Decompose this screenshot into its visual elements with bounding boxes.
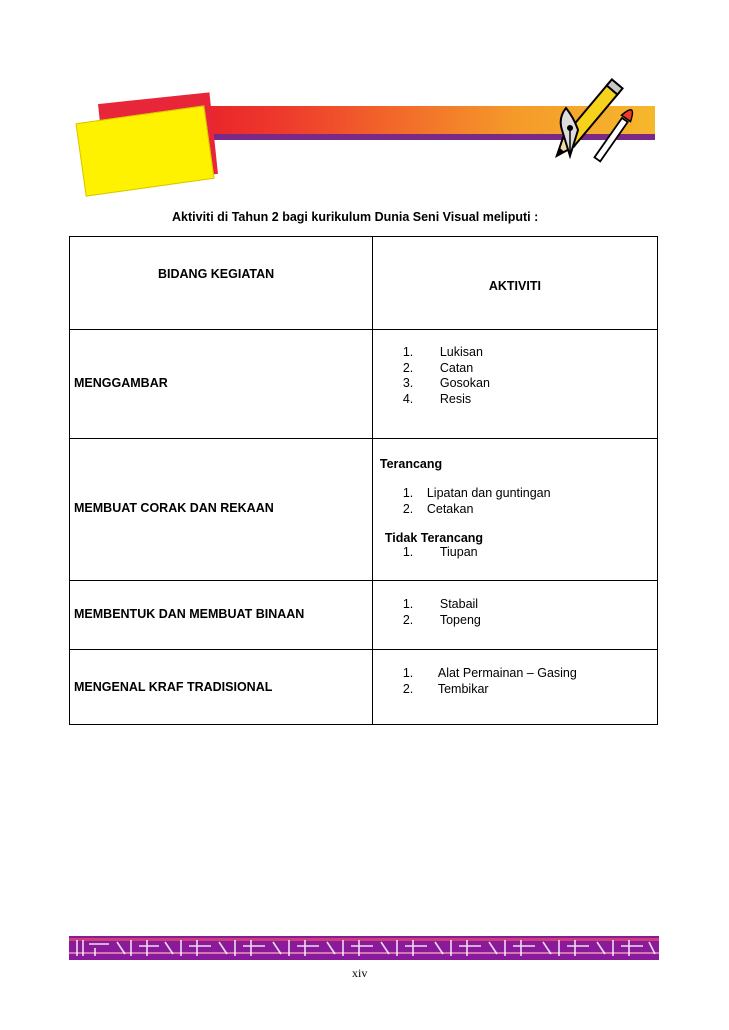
list-item: 3. Gosokan xyxy=(402,376,490,390)
table-row xyxy=(70,650,658,725)
list-item: 4. Resis xyxy=(402,391,472,406)
aktiviti-list xyxy=(373,330,657,407)
header-aktiviti: AKTIVITI xyxy=(488,279,541,293)
page-number: xiv xyxy=(352,966,368,980)
list-item: 1. Alat Permainan – Gasing xyxy=(402,666,577,680)
aktiviti-list xyxy=(373,650,657,697)
list-item: 1. Lipatan dan guntingan xyxy=(402,486,551,500)
table-row xyxy=(70,439,658,581)
list-item: 2. Topeng xyxy=(402,612,481,627)
tidak-terancang-heading: Tidak Terancang xyxy=(384,531,484,545)
intro-text: Aktiviti di Tahun 2 bagi kurikulum Dunia Seni Visual meliputi : xyxy=(172,210,539,224)
activities-table xyxy=(69,236,658,725)
footer-decorative-strip xyxy=(69,936,659,960)
aktiviti-list xyxy=(373,581,657,628)
bidang-membuat-corak: MEMBUAT CORAK DAN REKAAN xyxy=(74,501,274,515)
list-item: 2. Cetakan xyxy=(402,501,474,516)
header-bidang-kegiatan: BIDANG KEGIATAN xyxy=(158,267,275,281)
bidang-membentuk: MEMBENTUK DAN MEMBUAT BINAAN xyxy=(74,607,305,621)
header-banner xyxy=(80,78,655,190)
list-item: 2. Catan xyxy=(402,360,474,375)
table-header-row xyxy=(70,237,658,330)
table-row xyxy=(70,581,658,650)
terancang-list xyxy=(380,471,657,517)
terancang-heading: Terancang xyxy=(379,457,443,471)
tidak-terancang-list xyxy=(380,545,657,561)
list-item: 2. Tembikar xyxy=(402,681,489,696)
art-tools-icon xyxy=(550,78,660,178)
bidang-menggambar: MENGGAMBAR xyxy=(74,376,168,390)
list-item: 1. Stabail xyxy=(402,597,479,611)
list-item: 1. Lukisan xyxy=(402,345,483,359)
table-row xyxy=(70,330,658,439)
banner-yellow-block xyxy=(75,105,214,196)
list-item: 1. Tiupan xyxy=(402,545,478,559)
bidang-kraf: MENGENAL KRAF TRADISIONAL xyxy=(74,680,273,694)
